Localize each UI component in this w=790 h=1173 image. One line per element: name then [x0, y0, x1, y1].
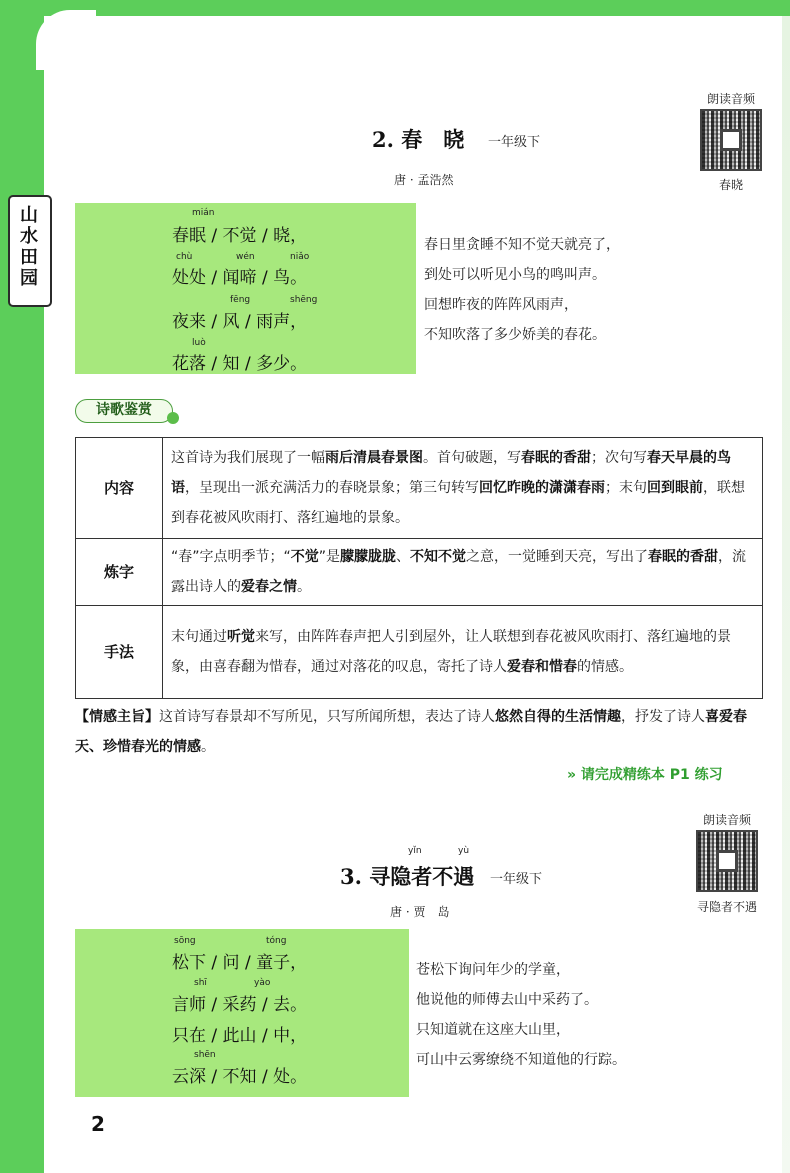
row-text: [163, 606, 763, 699]
body-text: 。: [201, 739, 215, 755]
body-text: 。: [297, 579, 311, 595]
poem2-author: 唐 · 贾 岛: [390, 905, 450, 919]
row-label: 内容: [76, 438, 163, 539]
poem1-line-1: 春眠 / 不觉 / 晓，: [172, 226, 308, 246]
body-text: ；末句: [605, 480, 647, 496]
qr-code-icon[interactable]: [696, 830, 758, 892]
emphasis-text: 春眠的香甜: [521, 450, 591, 466]
body-text: ，抒发了诗人: [621, 709, 705, 725]
emphasis-text: 雨后清晨春景图: [325, 450, 423, 466]
pinyin: shēn: [194, 1050, 216, 1060]
body-text: ，呈现出一派充满活力的春晓景象；第三句转写: [185, 480, 479, 496]
row-text: [163, 539, 763, 606]
emphasis-text: 回到眼前: [647, 480, 703, 496]
body-text: ；次句写: [591, 450, 647, 466]
poem2-translation-3: 只知道就在这座大山里，: [416, 1022, 570, 1038]
appreciation-heading: [75, 399, 173, 423]
practice-link[interactable]: » 请完成精练本 P1 练习: [567, 767, 723, 783]
poem1-line-3: 夜来 / 风 / 雨声，: [172, 312, 308, 332]
pinyin: yào: [254, 978, 271, 988]
body-text: 。首句破题，写: [423, 450, 521, 466]
emotion-summary: [75, 702, 765, 762]
pinyin: wén: [236, 252, 255, 262]
body-text: 的情感。: [577, 659, 633, 675]
left-green-border: [0, 0, 44, 1173]
pinyin: yǐn: [408, 846, 422, 856]
poem1-translation-1: 春日里贪睡不知不觉天就亮了，: [424, 237, 620, 253]
emphasis-text: 不觉: [290, 549, 319, 565]
pinyin: chù: [176, 252, 193, 262]
pinyin: niǎo: [290, 252, 310, 262]
table-row: [76, 606, 763, 699]
page-corner: [36, 10, 96, 70]
emphasis-text: 春眠的香甜: [648, 549, 719, 565]
emphasis-text: 不知不觉: [410, 549, 467, 565]
row-text: [163, 438, 763, 539]
body-text: 末句通过: [171, 629, 227, 645]
emphasis-text: 【情感主旨】: [75, 709, 159, 725]
pinyin: sōng: [174, 936, 196, 946]
body-text: ”是: [318, 549, 341, 565]
poem1-translation-4: 不知吹落了多少娇美的春花。: [424, 327, 606, 343]
pinyin: tóng: [266, 936, 287, 946]
pinyin: luò: [192, 338, 206, 348]
poem1-author: 唐 · 孟浩然: [394, 173, 454, 187]
appreciation-table: [75, 437, 763, 699]
poem1-grade: 一年级下: [488, 135, 541, 150]
audio-name-2: 寻隐者不遇: [696, 900, 757, 914]
body-text: ，联想到春花被风吹雨打、落红遍地的景象。: [171, 480, 745, 526]
pinyin: shēng: [290, 295, 318, 305]
body-text: 来写，由阵阵春声把人引到屋外，让人联想到春花被风吹雨打、落红遍地的景象，由喜春翻为惜春，通过对落花的叹息，寄托了诗人: [171, 629, 731, 675]
body-text: 、: [396, 549, 411, 565]
audio-name-1: 春晓: [718, 178, 743, 192]
body-text: 这首诗写春景却不写所见，只写所闻所想，表达了诗人: [159, 709, 495, 725]
poem2-translation-1: 苍松下询问年少的学童，: [416, 962, 570, 978]
section-tab-label: 山水田园: [17, 205, 38, 289]
body-text: 之意，一觉睡到天亮，写出了: [466, 549, 649, 565]
emphasis-text: 回忆昨晚的潇潇春雨: [479, 480, 605, 496]
poem1-title: 2. 春 晓: [372, 127, 465, 152]
pinyin: fēng: [230, 295, 251, 305]
emphasis-text: 春天早晨的鸟语: [171, 450, 731, 496]
body-text: 这首诗为我们展现了一幅: [171, 450, 325, 466]
poem2-line-2: 言师 / 采药 / 去。: [172, 995, 308, 1015]
pinyin: mián: [192, 208, 215, 218]
emphasis-text: 悠然自得的生活情趣: [495, 709, 621, 725]
qr-code-icon[interactable]: [700, 109, 762, 171]
table-row: [76, 438, 763, 539]
pinyin: shī: [194, 978, 207, 988]
emphasis-text: 听觉: [227, 629, 255, 645]
body-text: “春”字点明季节；“: [171, 549, 291, 565]
table-row: [76, 539, 763, 606]
poem1-line-2: 处处 / 闻啼 / 鸟。: [172, 268, 308, 288]
row-label: 炼字: [76, 539, 163, 606]
emphasis-text: 朦朦胧胧: [340, 549, 397, 565]
poem1-translation-2: 到处可以听见小鸟的鸣叫声。: [424, 267, 606, 283]
emphasis-text: 爱春之情: [241, 579, 297, 595]
poem2-translation-2: 他说他的师傅去山中采药了。: [416, 992, 598, 1008]
pinyin: yù: [458, 846, 470, 856]
emphasis-text: 喜爱春天、珍惜春光的情感: [75, 709, 747, 755]
poem2-translation-4: 可山中云雾缭绕不知道他的行踪。: [416, 1052, 626, 1068]
poem1-translation-3: 回想昨夜的阵阵风雨声，: [424, 297, 578, 313]
right-page-edge: [782, 16, 790, 1173]
audio-label-2: 朗读音频: [702, 813, 751, 827]
poem2-grade: 一年级下: [490, 872, 543, 887]
section-tab: [8, 195, 52, 307]
poem2-title: 3. 寻隐者不遇: [340, 864, 475, 889]
page-number: 2: [91, 1112, 105, 1136]
audio-label-1: 朗读音频: [706, 92, 755, 106]
poem2-line-1: 松下 / 问 / 童子，: [172, 953, 308, 973]
poem2-line-3: 只在 / 此山 / 中，: [172, 1026, 308, 1046]
row-label: 手法: [76, 606, 163, 699]
poem2-line-4: 云深 / 不知 / 处。: [172, 1067, 308, 1087]
appreciation-heading-label: 诗歌鉴赏: [96, 402, 152, 418]
emphasis-text: 爱春和惜春: [507, 659, 577, 675]
poem1-line-4: 花落 / 知 / 多少。: [172, 354, 308, 374]
top-green-border: [0, 0, 790, 16]
body-text: ，流露出诗人的: [171, 549, 747, 595]
